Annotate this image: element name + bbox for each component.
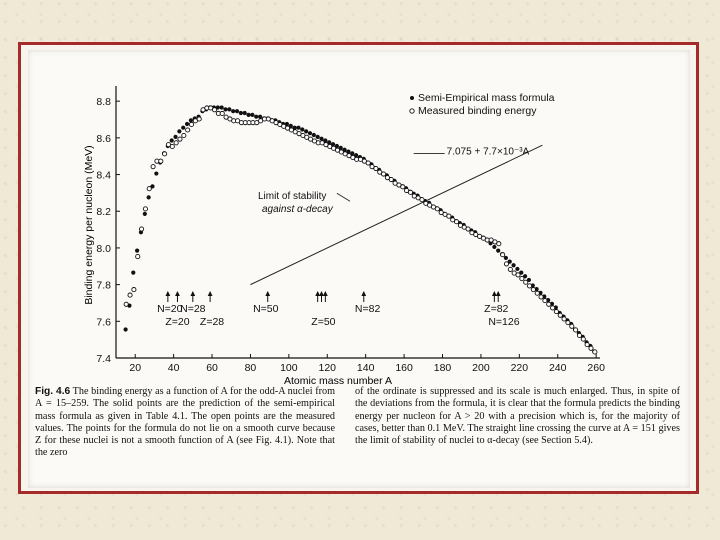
formula-point	[239, 111, 243, 115]
formula-point	[258, 115, 262, 119]
magic-number-label: N=28	[180, 303, 206, 315]
legend-entry: Semi-Empirical mass formula	[418, 92, 555, 104]
measured-point	[524, 280, 528, 284]
formula-point	[300, 127, 304, 131]
formula-point	[231, 109, 235, 113]
measured-point	[212, 108, 216, 112]
measured-point	[151, 165, 155, 169]
magic-number-label: N=50	[253, 303, 279, 315]
x-tick-label: 40	[167, 362, 180, 374]
formula-point	[147, 195, 151, 199]
formula-point	[496, 249, 500, 253]
formula-point	[515, 267, 519, 271]
formula-point	[154, 171, 158, 175]
arrow-head	[265, 291, 270, 296]
formula-point	[319, 137, 323, 141]
measured-point	[593, 350, 597, 354]
formula-point	[181, 126, 185, 130]
measured-point	[189, 122, 193, 126]
y-tick-label: 8.0	[96, 242, 111, 255]
x-tick-label: 260	[587, 362, 605, 374]
formula-point	[235, 109, 239, 113]
caption-left	[35, 386, 335, 460]
measured-point	[574, 328, 578, 332]
magic-number-label: Z=28	[199, 316, 225, 328]
formula-point	[227, 107, 231, 111]
x-tick-label: 140	[356, 362, 375, 374]
x-axis-label: Atomic mass number A	[284, 375, 392, 387]
magic-number-label: N=20	[157, 303, 183, 315]
stability-line-label: 7.075 + 7.7×10⁻³A	[446, 146, 530, 158]
formula-point	[308, 131, 312, 135]
measured-point	[124, 302, 128, 306]
measured-point	[197, 117, 201, 121]
y-tick-label: 8.2	[96, 206, 111, 219]
magic-number-annotations	[157, 191, 520, 328]
arrow-head	[492, 291, 497, 296]
x-tick-label: 200	[472, 362, 490, 374]
measured-point	[501, 253, 505, 257]
legend-entry: Measured binding energy	[418, 105, 537, 117]
measured-point	[585, 343, 589, 347]
formula-point	[296, 126, 300, 130]
measured-point	[466, 227, 470, 231]
measured-point	[504, 262, 508, 266]
measured-point	[566, 321, 570, 325]
measured-point	[577, 333, 581, 337]
measured-point	[570, 324, 574, 328]
measured-point	[178, 137, 182, 141]
measured-point	[374, 166, 378, 170]
measured-point	[170, 144, 174, 148]
measured-point	[408, 190, 412, 194]
measured-point	[435, 207, 439, 211]
arrow-head	[315, 291, 320, 296]
measured-point	[186, 128, 190, 132]
x-tick-label: 180	[433, 362, 452, 374]
measured-point	[147, 187, 151, 191]
measured-point	[531, 287, 535, 291]
measured-point	[143, 207, 147, 211]
y-tick-label: 7.8	[96, 279, 111, 292]
x-tick-label: 240	[548, 362, 567, 374]
x-tick-label: 160	[395, 362, 413, 374]
formula-point	[143, 212, 147, 216]
y-tick-label: 7.6	[96, 316, 111, 329]
formula-point	[492, 245, 496, 249]
x-tick-label: 220	[510, 362, 529, 374]
formula-point	[312, 133, 316, 137]
measured-point	[366, 161, 370, 165]
measured-point	[527, 284, 531, 288]
arrow-head	[319, 291, 324, 296]
measured-point	[516, 273, 520, 277]
measured-point	[520, 276, 524, 280]
magic-number-label: N=82	[354, 303, 381, 315]
measured-point	[447, 214, 451, 218]
y-tick-label: 7.4	[96, 353, 111, 365]
measured-point	[159, 159, 163, 163]
limit-of-stability-label: Limit of stability	[258, 191, 327, 203]
measured-point	[182, 133, 186, 137]
measured-point	[139, 227, 143, 231]
measured-point	[420, 198, 424, 202]
caption-right: of the ordinate is suppressed and its scale is much enlarged. Thus, in spite of the deviations from the formula, it is clear that the formula predicts the binding energy per nucleon for A > 20 with a precision which is, for the majority of cases, better than 0.1 MeV. The straight line crossing the curve at A = 151 gives the limit of stability of nuclei to α-decay (see Section 5.4).	[355, 386, 680, 447]
measured-point	[581, 337, 585, 341]
figure-label: Fig. 4.6	[35, 386, 71, 397]
arrow-head	[175, 291, 180, 296]
formula-point	[124, 327, 128, 331]
measured-point	[174, 141, 178, 145]
formula-point	[246, 113, 250, 117]
formula-point	[220, 105, 224, 109]
measured-point	[163, 152, 167, 156]
measured-point	[554, 310, 558, 314]
alpha-decay-label: against α-decay	[262, 204, 333, 216]
legend-filled-marker	[410, 96, 414, 100]
measured-point	[562, 317, 566, 321]
arrow-head	[323, 291, 328, 296]
measured-point	[550, 306, 554, 310]
measured-point	[539, 295, 543, 299]
limit-leader-line	[337, 193, 350, 201]
formula-point	[316, 135, 320, 139]
formula-point	[243, 111, 247, 115]
measured-point	[128, 293, 132, 297]
arrow-head	[190, 291, 195, 296]
arrow-head	[208, 291, 213, 296]
measured-point	[381, 172, 385, 176]
formula-point	[254, 115, 258, 119]
measured-point	[508, 267, 512, 271]
formula-point	[250, 113, 254, 117]
x-tick-label: 80	[244, 362, 257, 374]
formula-point	[177, 129, 181, 133]
chart-ticks	[96, 96, 605, 374]
measured-point	[136, 254, 140, 258]
magic-number-label: Z=20	[165, 316, 190, 328]
measured-point	[547, 302, 551, 306]
measured-point	[454, 220, 458, 224]
magic-number-label: N=126	[488, 316, 520, 328]
y-tick-label: 8.6	[96, 132, 111, 145]
y-tick-label: 8.4	[96, 169, 111, 182]
chart-points	[124, 105, 597, 354]
arrow-head	[361, 291, 366, 296]
measured-point	[535, 291, 539, 295]
chart-legend	[410, 92, 555, 117]
measured-point	[132, 287, 136, 291]
formula-point	[185, 122, 189, 126]
formula-point	[170, 138, 174, 142]
measured-point	[558, 313, 562, 317]
x-tick-label: 20	[129, 362, 142, 374]
measured-point	[389, 177, 393, 181]
y-tick-label: 8.8	[96, 96, 111, 109]
measured-point	[543, 298, 547, 302]
formula-point	[223, 107, 227, 111]
measured-point	[220, 111, 224, 115]
x-tick-label: 100	[280, 362, 298, 374]
arrow-head	[165, 291, 170, 296]
arrow-head	[496, 291, 501, 296]
caption-left-text: The binding energy as a function of A for the odd-A nuclei from A = 15–259. The solid points are the prediction of the semi-empirical mass formula as given in Table 4.1. The open points are the measured values. The points for the formula do not lie on a smooth curve because Z for these nuclei is not a smooth function of A (see Fig. 4.1). Note that the zero	[35, 386, 335, 459]
formula-point	[511, 263, 515, 267]
measured-point	[589, 346, 593, 350]
formula-point	[131, 271, 135, 275]
measured-point	[497, 242, 501, 246]
formula-point	[304, 129, 308, 133]
magic-number-label: Z=82	[484, 303, 509, 315]
x-tick-label: 60	[206, 362, 218, 374]
formula-point	[189, 118, 193, 122]
x-tick-label: 120	[318, 362, 337, 374]
magic-number-label: Z=50	[311, 316, 336, 328]
formula-point	[173, 135, 177, 139]
formula-point	[135, 249, 139, 253]
legend-open-marker	[410, 109, 414, 113]
y-axis-label: Binding energy per nucleon (MeV)	[83, 145, 95, 305]
measured-point	[401, 185, 405, 189]
